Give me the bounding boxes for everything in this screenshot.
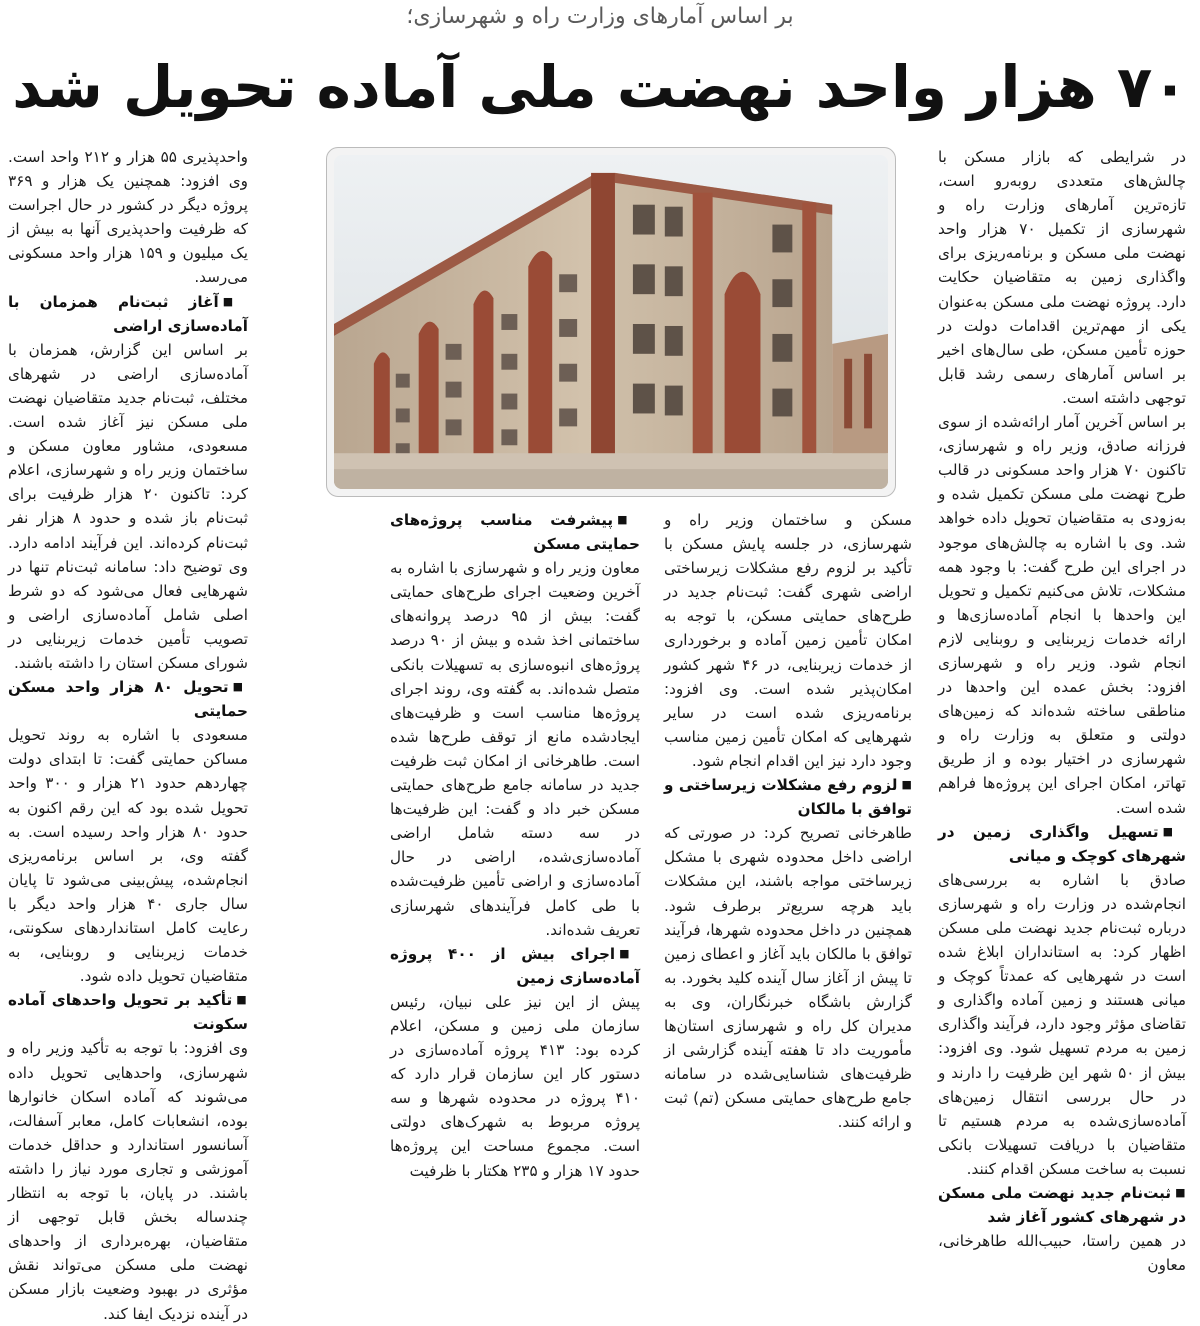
article-column-4 (8, 145, 248, 1326)
square-bullet-icon: ■ (222, 294, 248, 308)
subheading (664, 773, 912, 821)
subheading-text: اجرای بیش از ۴۰۰ پروژه آماده‌سازی زمین (390, 944, 640, 987)
building-photo-illustration (334, 155, 888, 489)
article-photo (326, 147, 896, 497)
subheading (938, 820, 1186, 868)
subheading (938, 1181, 1186, 1229)
paragraph: بر اساس آخرین آمار ارائه‌شده از سوی فرزانه صادق، وزیر راه و شهرسازی، تاکنون ۷۰ هزار واحد مسکونی در قالب طرح نهضت ملی مسکن تکمیل شده و به‌زودی به متقاضیان تحویل داده خواهد شد. وی با اشاره به چالش‌های موجود در اجرای این طرح گفت: با وجود همه مشکلات، تلاش می‌کنیم تکمیل و تحویل این واحدها با انجام آماده‌سازی‌ها و ارائه خدمات زیربنایی و روبنایی لازم انجام شود. وزیر راه و شهرسازی افزود: بخش عمده این واحدها در مناطقی ساخته شده‌اند که زمین‌های دولتی و متعلق به وزارت راه و شهرسازی در اختیار بوده و از طریق تهاتر، امکان اجرای این پروژه‌ها فراهم شده است. (938, 413, 1186, 817)
subheading (8, 988, 248, 1036)
paragraph: معاون وزیر راه و شهرسازی با اشاره به آخرین وضعیت اجرای طرح‌های حمایتی گفت: بیش از ۹۵ درصد پروانه‌های ساختمانی اخذ شده و بیش از ۹۰ درصد پروژه‌های انبوه‌سازی به تسهیلات بانکی متصل شده‌اند. به گفته وی، روند اجرای پروژه‌ها مناسب است و ظرفیت‌های ایجادشده مانع از توقف طرح‌ها شده است. طاهرخانی از امکان ثبت ظرفیت جدید در سامانه جامع طرح‌های حمایتی مسکن خبر داد و گفت: این ظرفیت‌ها در سه دسته شامل اراضی آماده‌سازی‌شده، اراضی در حال آماده‌سازی و اراضی تأمین ظرفیت‌شده با طی کامل فرآیندهای شهرسازی تعریف شده‌اند. (390, 559, 640, 939)
article-column-3 (390, 508, 640, 1183)
paragraph: طاهرخانی تصریح کرد: در صورتی که اراضی داخل محدوده شهری با مشکل زیرساختی مواجه باشند، این مشکلات باید هرچه سریع‌تر برطرف شود. همچنین در داخل محدوده شهرها، فرآیند توافق با مالکان باید آغاز و اعطای زمین تا پیش از آغاز سال آینده کلید بخورد. به گزارش باشگاه خبرنگاران، وی به مدیران کل راه و شهرسازی استان‌ها مأموریت داد تا هفته آینده گزارشی از ظرفیت‌های شناسایی‌شده در سامانه جامع طرح‌های حمایتی مسکن (تم) ثبت و ارائه کنند. (664, 824, 912, 1132)
subheading-text: تأکید بر تحویل واحدهای آماده سکونت (8, 991, 248, 1034)
subheading (8, 290, 248, 338)
subheading-text: آغاز ثبت‌نام همزمان با آماده‌سازی اراضی (8, 292, 248, 335)
subheading (8, 675, 248, 723)
square-bullet-icon: ■ (619, 946, 640, 960)
paragraph: مسکن و ساختمان وزیر راه و شهرسازی، در جلسه پایش مسکن با تأکید بر لزوم رفع مشکلات زیرساختی اراضی شهری گفت: ثبت‌نام جدید در طرح‌های حمایتی مسکن، با توجه به امکان تأمین زمین آماده و برخورداری از خدمات زیربنایی، در ۴۶ شهر کشور امکان‌پذیر شده است. وی افزود: برنامه‌ریزی شده است در سایر شهرهایی که امکان تأمین زمین مناسب وجود دارد نیز این اقدام انجام شود. (664, 511, 912, 770)
subheading (390, 942, 640, 990)
subheading-text: پیشرفت مناسب پروژه‌های حمایتی مسکن (390, 511, 640, 554)
paragraph: در شرایطی که بازار مسکن با چالش‌های متعددی روبه‌رو است، تازه‌ترین آمارهای وزارت راه و شهرسازی از تکمیل ۷۰ هزار واحد نهضت ملی مسکن و برنامه‌ریزی برای واگذاری زمین به متقاضیان حکایت دارد. پروژه نهضت ملی مسکن به‌عنوان یکی از مهم‌ترین اقدامات دولت در حوزه تأمین مسکن، طی سال‌های اخیر بر اساس آمارهای رسمی رشد قابل توجهی داشته است. (938, 148, 1186, 407)
paragraph: در همین راستا، حبیب‌الله طاهرخانی، معاون (938, 1232, 1186, 1275)
paragraph: واحدپذیری ۵۵ هزار و ۲۱۲ واحد است. وی افزود: همچنین یک هزار و ۳۶۹ پروژه دیگر در کشور در حال اجراست که ظرفیت واحدپذیری آنها به بیش از یک میلیون و ۱۵۹ هزار واحد مسکونی می‌رسد. (8, 148, 248, 287)
subheading-text: لزوم رفع مشکلات زیرساختی و توافق با مالکان (664, 776, 912, 819)
article-kicker: بر اساس آمارهای وزارت راه و شهرسازی؛ (406, 4, 794, 29)
square-bullet-icon: ■ (236, 993, 248, 1007)
subheading-text: تسهیل واگذاری زمین در شهرهای کوچک و میانی (938, 822, 1186, 865)
article-column-1 (938, 145, 1186, 1277)
article-column-2 (664, 508, 912, 1134)
paragraph: صادق با اشاره به بررسی‌های انجام‌شده در وزارت راه و شهرسازی درباره ثبت‌نام جدید نهضت ملی مسکن اظهار کرد: به استانداران ابلاغ شده است در شهرهایی که عمدتاً کوچک و میانی هستند و زمین آماده واگذاری و تقاضای مؤثر وجود دارد، فرآیند واگذاری زمین به مردم تسهیل شود. وی افزود: بیش از ۵۰ شهر این ظرفیت را دارند و در حال بررسی انتقال زمین‌های آماده‌سازی‌شده به مردم هستیم تا متقاضیان با دریافت تسهیلات بانکی نسبت به ساخت مسکن اقدام کنند. (938, 870, 1186, 1178)
paragraph: پیش از این نیز علی نبیان، رئیس سازمان ملی زمین و مسکن، اعلام کرده بود: ۴۱۳ پروژه آماده‌سازی در دستور کار این سازمان قرار دارد که ۴۱۰ پروژه در محدوده شهرها و سه پروژه مربوط به شهرک‌های دولتی است. مجموع مساحت این پروژه‌ها حدود ۱۷ هزار و ۲۳۵ هکتار با ظرفیت (390, 992, 640, 1180)
paragraph: بر اساس این گزارش، همزمان با آماده‌سازی اراضی در شهرهای مختلف، ثبت‌نام جدید متقاضیان نهضت ملی مسکن نیز آغاز شده است. مسعودی، مشاور معاون مسکن و ساختمان وزیر راه و شهرسازی، اعلام کرد: تاکنون ۲۰ هزار ظرفیت برای ثبت‌نام باز شده و حدود ۸ هزار نفر ثبت‌نام کرده‌اند. این فرآیند ادامه دارد. وی توضیح داد: سامانه ثبت‌نام تنها در شهرهایی فعال می‌شود که دو شرط اصلی شامل آماده‌سازی اراضی و تصویب تأمین خدمات زیربنایی در شورای مسکن استان را داشته باشند. (8, 340, 248, 672)
article-headline: ۷۰ هزار واحد نهضت ملی آماده تحویل شد (12, 53, 1188, 121)
square-bullet-icon: ■ (617, 513, 640, 526)
subheading-text: تحویل ۸۰ هزار واحد مسکن حمایتی (8, 678, 248, 721)
square-bullet-icon: ■ (1175, 1186, 1186, 1200)
square-bullet-icon: ■ (1162, 824, 1186, 838)
subheading (390, 508, 640, 556)
subheading-text: ثبت‌نام جدید نهضت ملی مسکن در شهرهای کشور آغاز شد (938, 1184, 1186, 1227)
square-bullet-icon: ■ (901, 778, 912, 792)
paragraph: مسعودی با اشاره به روند تحویل مساکن حمایتی گفت: تا ابتدای دولت چهاردهم حدود ۲۱ هزار و ۳۰۰ واحد تحویل شده بود که این رقم اکنون به حدود ۸۰ هزار واحد رسیده است. به گفته وی، بر اساس برنامه‌ریزی انجام‌شده، پیش‌بینی می‌شود تا پایان سال جاری ۴۰ هزار واحد دیگر با رعایت کامل استانداردهای سکونتی، خدمات زیربنایی و روبنایی، به متقاضیان تحویل داده شود. (8, 726, 248, 986)
square-bullet-icon: ■ (232, 680, 248, 694)
paragraph: وی افزود: با توجه به تأکید وزیر راه و شهرسازی، واحدهایی تحویل داده می‌شوند که آماده اسکان خانوارها بوده، انشعابات کامل، معابر آسفالت، آسانسور استاندارد و حداقل خدمات آموزشی و تجاری مورد نیاز را داشته باشند. در پایان، با توجه به انتظار چندساله بخش قابل توجهی از متقاضیان، بهره‌برداری از واحدهای نهضت ملی مسکن می‌تواند نقش مؤثری در بهبود وضعیت بازار مسکن در آینده نزدیک ایفا کند. (8, 1039, 248, 1323)
